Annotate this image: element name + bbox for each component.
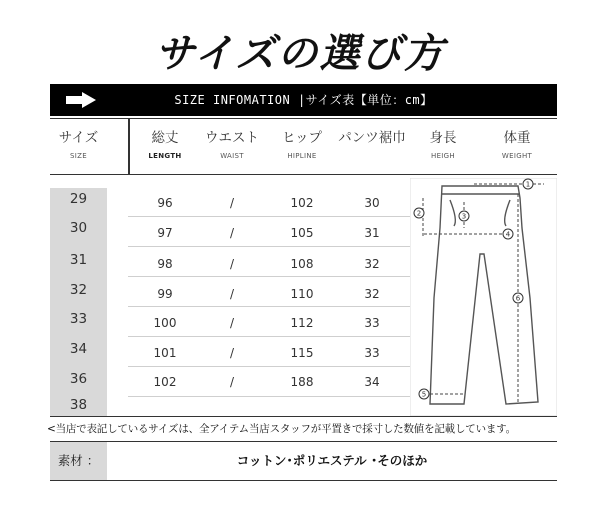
svg-text:1: 1 (525, 180, 531, 189)
size-info-banner (50, 84, 557, 116)
marker-3 (459, 211, 469, 221)
hip-cell: 102 (290, 196, 314, 210)
col-header-hip: ヒップ HIPLINE (281, 130, 323, 160)
col-header-hem: パンツ裾巾 (338, 130, 406, 146)
row-divider (128, 396, 410, 397)
row-divider (128, 216, 410, 217)
hem-cell: 32 (364, 287, 380, 301)
length-cell: 102 (153, 375, 177, 389)
svg-text:2: 2 (416, 209, 422, 218)
col-header-height: 身長 HEIGH (429, 130, 457, 160)
hip-cell: 105 (290, 226, 314, 240)
size-cell: 29 (69, 191, 88, 207)
waist-cell: / (229, 226, 235, 240)
hem-cell: 32 (364, 257, 380, 271)
size-cell: 30 (69, 220, 88, 236)
length-cell: 101 (153, 346, 177, 360)
marker-4 (503, 229, 513, 239)
hip-cell: 110 (290, 287, 314, 301)
row-divider (128, 246, 410, 247)
row-divider (128, 336, 410, 337)
svg-text:3: 3 (461, 212, 467, 221)
col-header-waist: ウエスト WAIST (205, 130, 259, 160)
hem-cell: 30 (364, 196, 380, 210)
hem-cell: 33 (364, 346, 380, 360)
header-top-rule (50, 118, 557, 119)
row-divider (128, 276, 410, 277)
size-cell: 32 (69, 282, 88, 298)
size-cell: 34 (69, 341, 88, 357)
waist-cell: / (229, 316, 235, 330)
hem-cell: 34 (364, 375, 380, 389)
material-label: 素材 ： (57, 453, 100, 468)
hip-cell: 108 (290, 257, 314, 271)
size-cell: 38 (69, 397, 88, 413)
hem-cell: 33 (364, 316, 380, 330)
col-header-weight: 体重 WEIGHT (501, 130, 533, 160)
waist-cell: / (229, 257, 235, 271)
length-cell: 96 (157, 196, 173, 210)
banner-text: SIZE INFOMATION |サイズ表【単位：cm】 (174, 93, 433, 107)
measurement-note: <当店で表記しているサイズは、全アイテム当店スタッフが平置きで採寸した数値を記載しています。 (47, 423, 516, 435)
svg-text:5: 5 (421, 390, 427, 399)
length-cell: 97 (157, 226, 173, 240)
col-header-length: 総丈 LENGTH (148, 130, 182, 160)
hem-cell: 31 (364, 226, 380, 240)
waist-cell: / (229, 196, 235, 210)
marker-5 (419, 389, 429, 399)
waist-cell: / (229, 375, 235, 389)
waist-cell: / (229, 287, 235, 301)
page-title: サイズの選び方 (154, 30, 446, 77)
size-cell: 36 (69, 371, 88, 387)
svg-text:4: 4 (505, 230, 511, 239)
size-cell: 31 (69, 252, 88, 268)
col-header-size: サイズ SIZE (58, 130, 99, 160)
marker-1 (523, 179, 533, 189)
hip-cell: 115 (290, 346, 314, 360)
size-cell: 33 (69, 311, 88, 327)
waist-cell: / (229, 346, 235, 360)
material-bottom-rule (50, 480, 557, 481)
marker-2 (414, 208, 424, 218)
header-bottom-rule (50, 174, 557, 175)
length-cell: 100 (153, 316, 177, 330)
hip-cell: 112 (290, 316, 314, 330)
marker-6 (513, 293, 523, 303)
header-separator (128, 118, 130, 174)
svg-text:6: 6 (515, 294, 521, 303)
size-column (50, 188, 107, 416)
row-divider (128, 366, 410, 367)
length-cell: 98 (157, 257, 173, 271)
material-value: コットン･ポリエステル ･そのほか (236, 453, 428, 468)
row-divider (128, 306, 410, 307)
pants-measurement-diagram (410, 178, 557, 416)
length-cell: 99 (157, 287, 173, 301)
table-bottom-rule (50, 416, 557, 417)
hip-cell: 188 (290, 375, 314, 389)
